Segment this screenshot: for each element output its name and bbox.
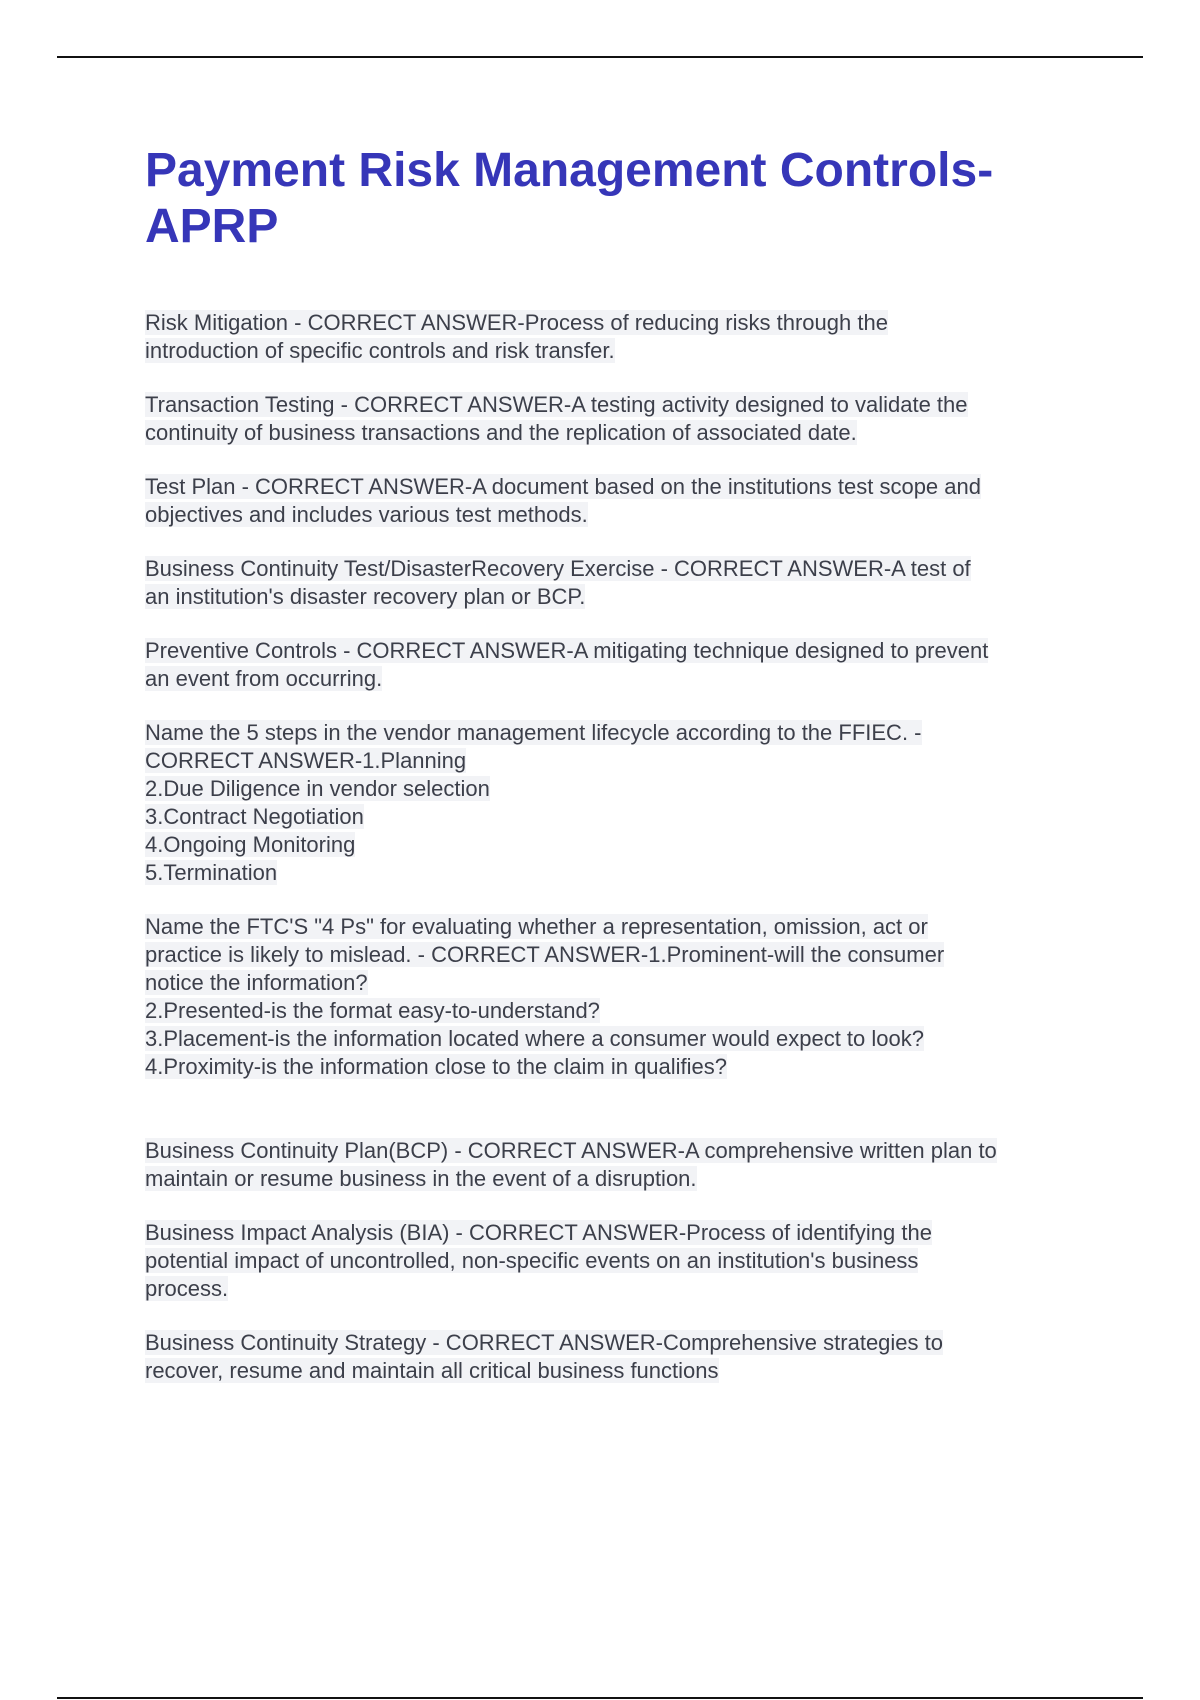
title-line-1: Payment Risk Management Controls-	[145, 144, 994, 197]
qa-entry-transaction-testing	[145, 391, 1105, 447]
entry-line: Business Continuity Test/DisasterRecovery Exercise - CORRECT ANSWER-A test of	[145, 556, 971, 581]
entry-line: 5.Termination	[145, 860, 278, 885]
entry-line: Name the FTC'S "4 Ps" for evaluating whether a representation, omission, act or	[145, 914, 928, 939]
qa-entry-bia	[145, 1219, 1105, 1303]
qa-entry-risk-mitigation	[145, 309, 1105, 365]
qa-entry-test-plan	[145, 473, 1105, 529]
document-title	[145, 143, 1105, 255]
title-line-2: APRP	[145, 200, 279, 253]
entry-line: CORRECT ANSWER-1.Planning	[145, 748, 467, 773]
qa-entry-preventive-controls	[145, 637, 1105, 693]
entry-line: Name the 5 steps in the vendor management lifecycle according to the FFIEC. -	[145, 720, 922, 745]
entry-line: Business Continuity Plan(BCP) - CORRECT ANSWER-A comprehensive written plan to	[145, 1138, 997, 1163]
qa-entry-ftc-4ps	[145, 913, 1105, 1081]
entry-line: 3.Contract Negotiation	[145, 804, 364, 829]
entry-line: potential impact of uncontrolled, non-specific events on an institution's business	[145, 1248, 919, 1273]
entry-line: Transaction Testing - CORRECT ANSWER-A testing activity designed to validate the	[145, 392, 968, 417]
bottom-rule	[57, 1697, 1143, 1699]
document-body	[145, 143, 1105, 1411]
entry-line: 3.Placement-is the information located where a consumer would expect to look?	[145, 1026, 924, 1051]
entry-line: 2.Presented-is the format easy-to-understand?	[145, 998, 600, 1023]
entry-line: continuity of business transactions and the replication of associated date.	[145, 420, 857, 445]
qa-entry-bc-strategy	[145, 1329, 1105, 1385]
top-rule	[57, 56, 1143, 58]
entry-line: Business Continuity Strategy - CORRECT ANSWER-Comprehensive strategies to	[145, 1330, 943, 1355]
entry-line: 4.Proximity-is the information close to the claim in qualifies?	[145, 1054, 728, 1079]
entry-line: process.	[145, 1276, 229, 1301]
qa-entry-vendor-lifecycle	[145, 719, 1105, 887]
entry-line: recover, resume and maintain all critical business functions	[145, 1358, 719, 1383]
entry-line: maintain or resume business in the event of a disruption.	[145, 1166, 697, 1191]
entry-line: Preventive Controls - CORRECT ANSWER-A mitigating technique designed to prevent	[145, 638, 989, 663]
entry-line: an event from occurring.	[145, 666, 383, 691]
entry-line: 4.Ongoing Monitoring	[145, 832, 356, 857]
entry-line: introduction of specific controls and risk transfer.	[145, 338, 615, 363]
qa-entries	[145, 309, 1105, 1385]
entry-line: objectives and includes various test methods.	[145, 502, 588, 527]
entry-line: Test Plan - CORRECT ANSWER-A document based on the institutions test scope and	[145, 474, 981, 499]
entry-line: Business Impact Analysis (BIA) - CORRECT ANSWER-Process of identifying the	[145, 1220, 932, 1245]
qa-entry-bcp	[145, 1137, 1105, 1193]
entry-line: an institution's disaster recovery plan or BCP.	[145, 584, 586, 609]
entry-line: Risk Mitigation - CORRECT ANSWER-Process of reducing risks through the	[145, 310, 888, 335]
entry-line: notice the information?	[145, 970, 368, 995]
entry-line: 2.Due Diligence in vendor selection	[145, 776, 490, 801]
entry-line: practice is likely to mislead. - CORRECT ANSWER-1.Prominent-will the consumer	[145, 942, 945, 967]
qa-entry-bc-test	[145, 555, 1105, 611]
